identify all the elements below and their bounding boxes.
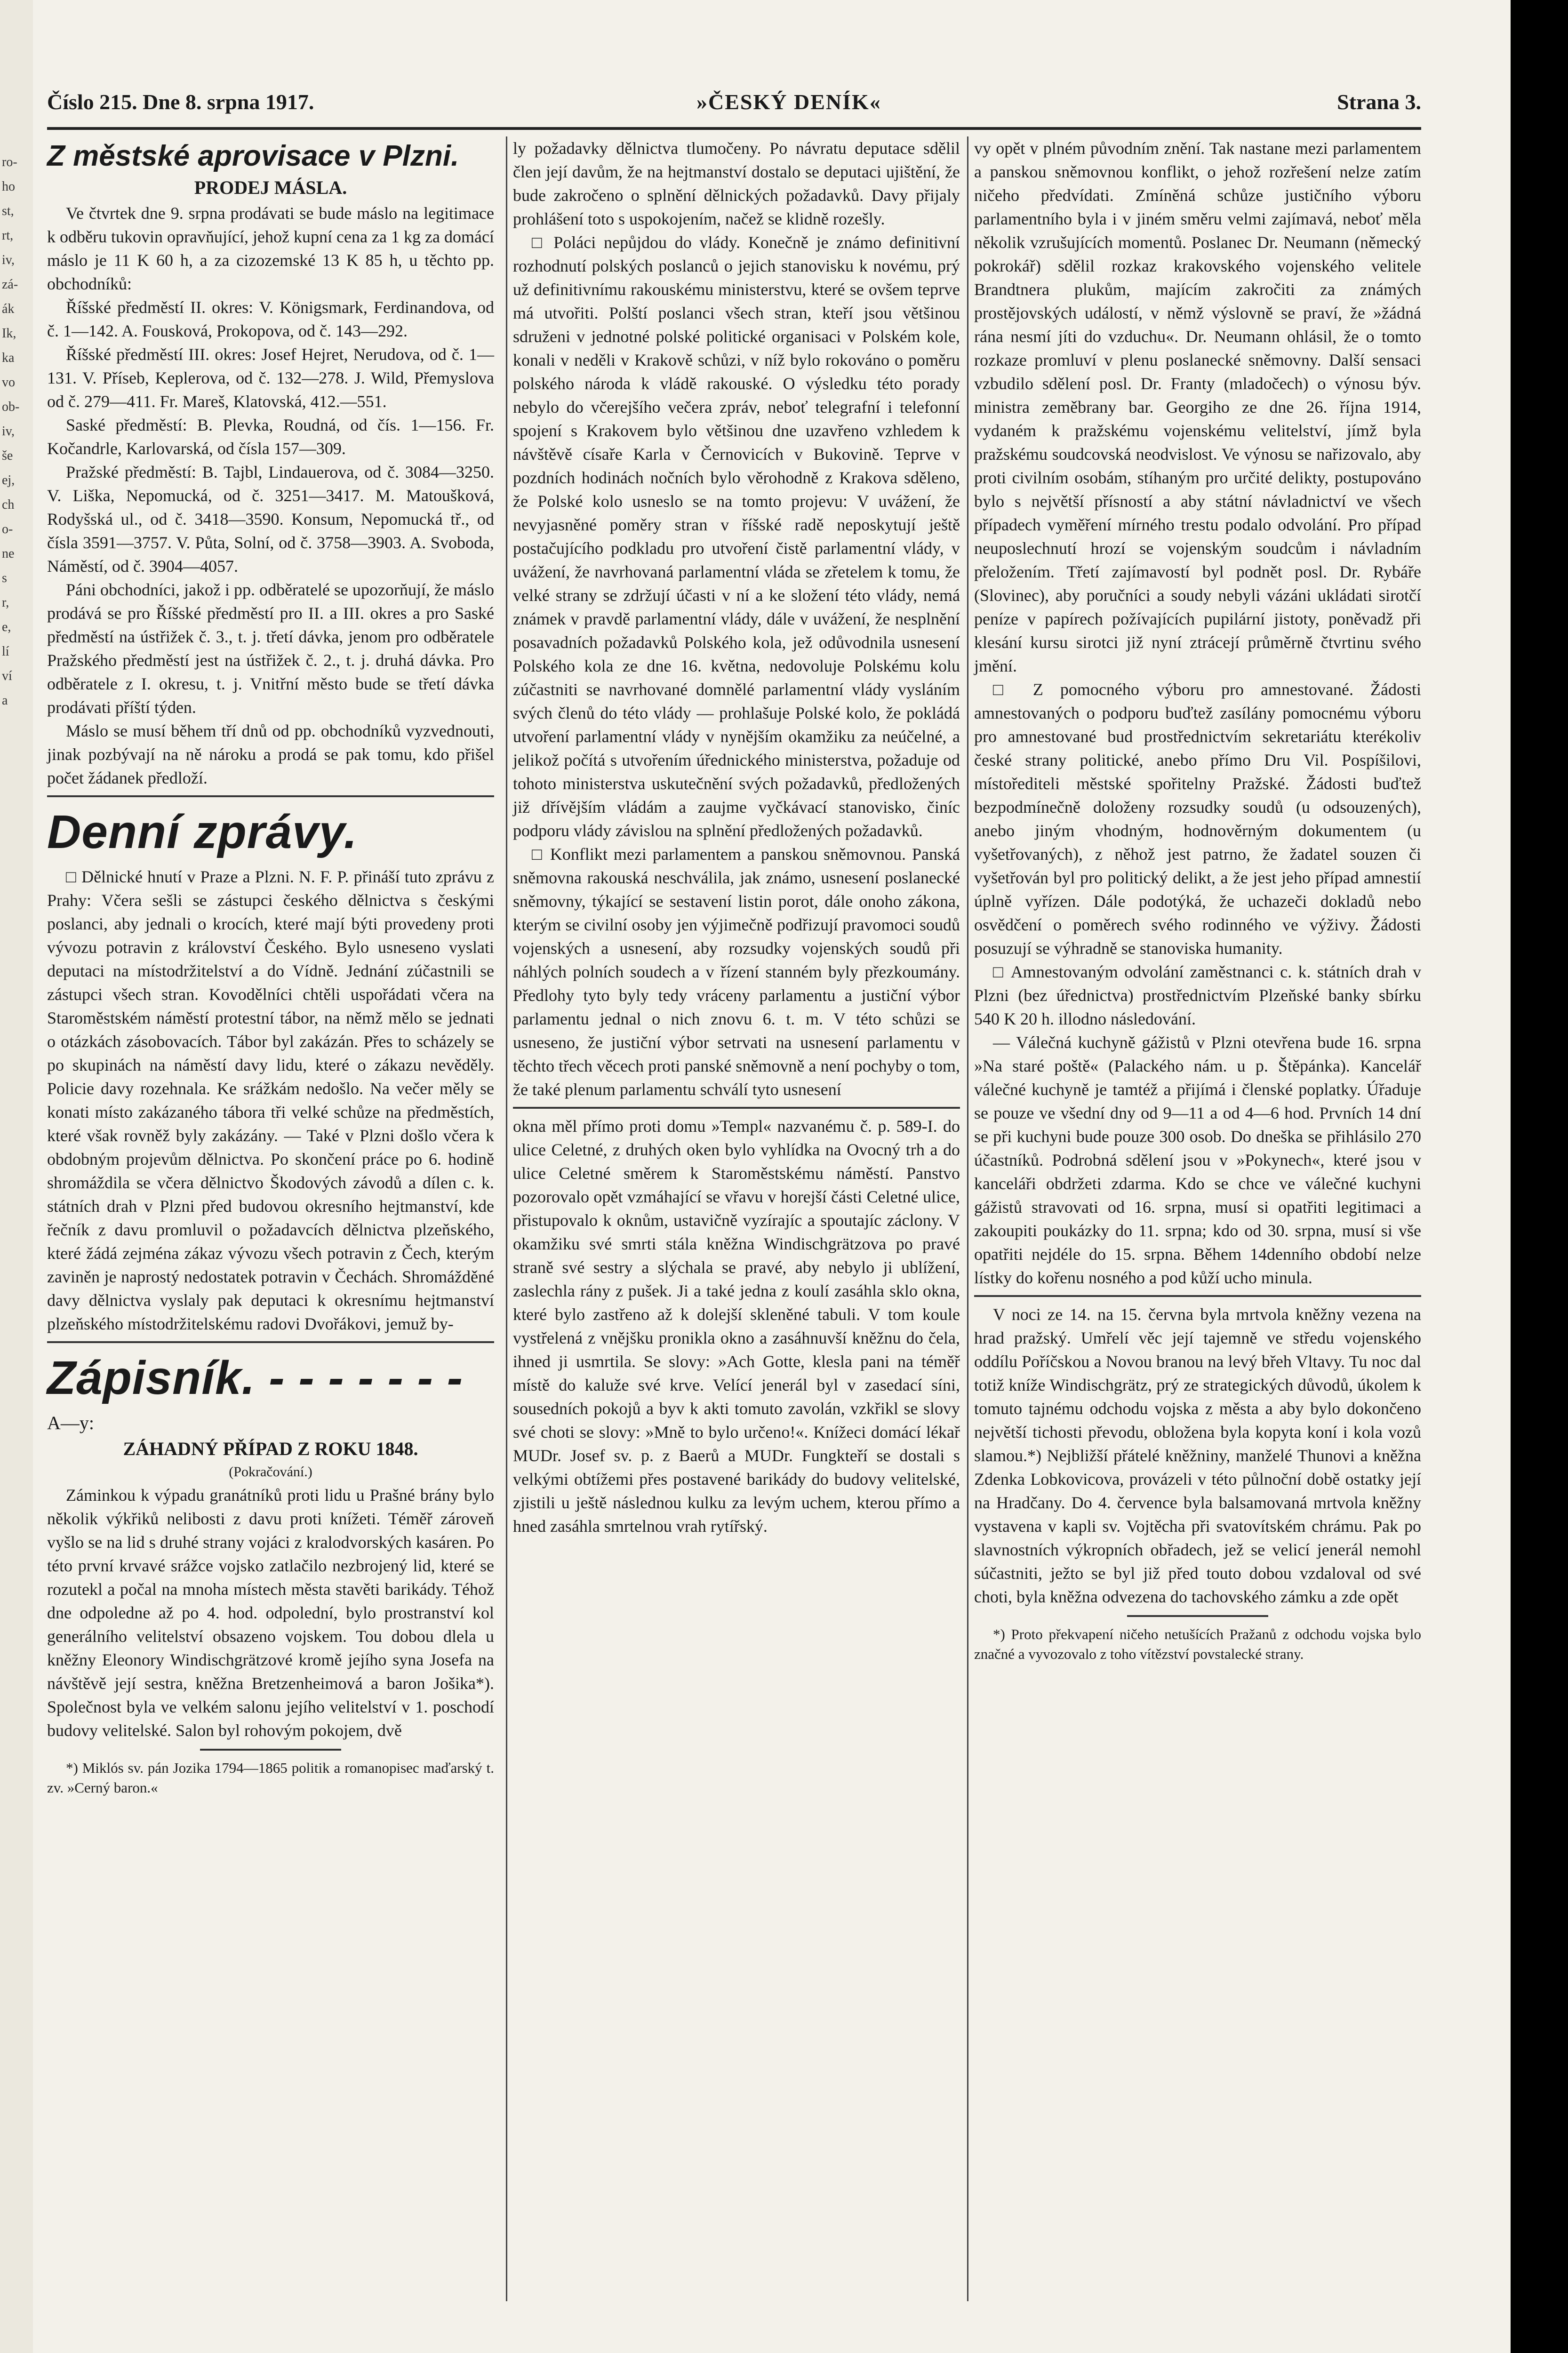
adjacent-page-fragment: lí — [2, 644, 9, 659]
newspaper-page — [33, 0, 1511, 2353]
article-paragraph: □ Amnestovaným odvolání zaměstnanci c. k. státních drah v Plzni (bez úřednictva) prostřednictvím Plzeňské banky sbírku 540 K 20 h. illodno následování. — [974, 962, 1421, 1028]
article-paragraph: — Válečná kuchyně gážistů v Plzni otevřena bude 16. srpna »Na staré poště« (Palackého nám. u p. Štěpánka). Kancelář válečné kuchyně je tamtéž a přijímá i členské poplatky. Úřaduje se pouze ve všední dny od 9—11 a od 4—6 hod. Prvních 14 dní se při kuchyni bude pouze 300 osob. Do dneška se přihlásilo 270 účastníků. Podrobná sdělení jsou v »Pokynech«, které jsou v kanceláři obdržeti zdarma. Kdo se chce ve válečné kuchyni gážistů stravovati od 16. srpna, musí si opatřiti legitimaci a zakoupiti poukázky do 11. srpna; kdo od 30. srpna, musí si vše opatřiti nejdéle do 15. srpna. Během 14denního období nelze lístky do kořenu nosného a pod kůží ucho minula. — [974, 1033, 1421, 1287]
adjacent-page-fragment: Ik, — [2, 326, 16, 341]
article-paragraph: □ Konflikt mezi parlamentem a panskou sněmovnou. Panská sněmovna rakouská neschválila, jak známo, usnesení poslanecké sněmovny, týkající se sestavení listin porot, dále onoho zákona, kterým se civilní osoby jen výjimečně podřizují pravomoci soudů vojenských a usnesení, aby rozsudky vojenských soudů při náhlých polních soudech a v řízení stanném byly přezkoumány. Předlohy tyto byly tedy vráceny parlamentu a justiční výbor parlamentu jednal o nich znovu 6. t. m. V této schůzi se usneseno, že justiční výbor setrvati na usnesení parlamentu v těchto třech věcech proti panské sněmovně a není pochyby o tom, že také plenum parlamentu schválí tyto usnesení — [513, 845, 960, 1099]
section-heading-denni-zpravy: Denní zprávy. — [47, 806, 358, 858]
section-heading-zapisnik: Zápisník. - - - - - - - — [47, 1352, 464, 1404]
footnote-rule — [200, 1749, 341, 1751]
column-divider — [506, 136, 507, 2301]
article-paragraph: vy opět v plném původním znění. Tak nastane mezi parlamentem a panskou sněmovnou konflikt, o jehož rozřešení nelze zatím ničeho předvídati. Zmíněná schůze justičního výboru parlamentního byla i v jiném směru velmi zajímavá, neboť měla několik vzrušujících momentů. Poslanec Dr. Neumann (německý pokrokář) sdělil rozkaz krakovského vojenského velitele Brandtnera plukům, majícím zakročiti za známých prostějovských událostí, v němž výslovně se praví, že »žádná rána nesmí jíti do vzduchu«. Dr. Neumann ohlásil, že o tomto rozkaze promluví v plenu poslanecké sněmovny. Další sensaci vzbudilo sdělení posl. Dr. Franty (mladočech) o výnosu býv. ministra zeměbrany bar. Georgiho ze dne 26. října 1914, vydaném k pražskému vojenskému velitelství, jímž byla pražskému soudcovská neodvislost. Ve výnosu se nařizovalo, aby proti civilním osobám, stíhaným pro určité delikty, postupováno bylo s největší přísností a aby státní návladnictví ve všech případech vyměření mírného trestu podalo odvolání. Pro případ neuposlechnutí hrozí se vojenským soudcům i návladním přeložením. Třetí zajímavostí byl podnět posl. Dr. Rybáře (Slovinec), aby poručníci a soudy nebyli vázáni ukládati sirotčí peníze v papírech požívajících pupilární jistoty, poněvadž při klesání kursu sirotci již nyní ztrácejí průměrně čtvrtinu svého jmění. — [974, 139, 1421, 675]
newspaper-title: »ČESKÝ DENÍK« — [696, 90, 881, 114]
issue-date: Číslo 215. Dne 8. srpna 1917. — [47, 90, 314, 114]
adjacent-page-fragment: ob- — [2, 400, 20, 414]
adjacent-page-fragment: ka — [2, 351, 15, 365]
adjacent-page-fragment: ák — [2, 302, 15, 316]
article-subheading: PRODEJ MÁSLA. — [194, 177, 347, 198]
section-rule — [47, 1341, 494, 1343]
article-paragraph: □ Poláci nepůjdou do vlády. Konečně je známo definitivní rozhodnutí polských poslanců o jejich stanovisku k novému, prý už definitivnímu rakouskému ministerstvu, které se ovšem teprve má utvořiti. Polští poslanci všech stran, kteří jsou většinou sdruženi v jednotné polské politické organisaci v Polském kole, konali v neděli v Krakově schůzi, v níž bylo rokováno o poměru polského národa k vládě rakouské. O výsledku této porady nebylo do včerejšího večera zpráv, neboť telegrafní i telefonní spojení s Krakovem bylo většinou dne uzavřeno vzhledem k návštěvě císaře Karla v Černovicích v Bukovině. Teprve v pozdních hodinách nočních bylo věrohodně z Krakova sděleno, že Polské kolo usneslo se na tomto projevu: V uvážení, že nevyjasněné poměry stran v říšské radě neposkytují ještě postačujícího podkladu pro utvoření čistě parlamentní vlády, v uvážení, že navrhovaná parlamentní vláda se zřetelem k tomu, že velké strany se zdržují účasti v ní a ke složení této vlády, nemá známek v pravdě parlamentní vlády, dále v uvážení, že nesplnění posavadních požadavků Polského kola, jež odůvodnila usnesení Polského kola ze dne 16. května, nedovoluje Polskému kolu zúčastniti se navrhované domnělé parlamentní vlády vysláním svých členů do této vlády — prohlašuje Polské kolo, že pokládá utvoření parlamentní vlády v nynějším okamžiku za neúčelné, a jelikož počítá s utvořením úřednického ministerstva, požaduje od tohoto ministerstva uskutečnění svých požadavků, předložených již dřívějším vládám a zaujme vyčkávací stanovisko, činíc podporu vlády závislou na splnění předložených požadavků. — [513, 233, 960, 840]
page-number: Strana 3. — [1337, 90, 1421, 114]
column-2 — [513, 136, 960, 1538]
column-divider — [967, 136, 968, 2301]
article-paragraph: Ve čtvrtek dne 9. srpna prodávati se bude máslo na legitimace k odběru tukovin opravňující, jehož kupní cena za 1 kg za domácí máslo je 11 K 60 h, a za cizozemské 13 K 85 h, u těchto pp. obchodníků: — [47, 204, 494, 293]
author-signature: A—y: — [47, 1412, 94, 1433]
adjacent-page-fragment: s — [2, 571, 7, 585]
section-rule — [47, 795, 494, 797]
adjacent-page-fragment: ej, — [2, 473, 15, 488]
adjacent-page-fragment: e, — [2, 620, 11, 634]
adjacent-page-fragment: o- — [2, 522, 13, 536]
article-paragraph: □ Dělnické hnutí v Praze a Plzni. N. F. P. přináší tuto zprávu z Prahy: Včera sešli se zástupci českého dělnictva s českými poslanci, aby jednali o krocích, které mají býti provedeny proti vývozu potravin z království Českého. Bylo usneseno vyslati deputaci na místodržitelství a do Vídně. Jednání zúčastnili se zástupci všech stran. Kovodělníci chtěli uspořádati včera na Staroměstském náměstí protestní tábor, na němž mělo se jednati o otázkách zásobovacích. Tábor byl zakázán. Přes to scházely se po skupinách na náměstí davy lidu, které o zákazu nevěděly. Policie davy rozehnala. Ke srážkám nedošlo. Na večer měly se konati místo zakázaného tábora tři velké schůze na předměstích, které však rovněž byly zakázány. — Také v Plzni došlo včera k obdobným projevům dělnictva. Po skončení práce po 6. hodině shromáždila se včera dělnictvo Škodových závodů a dílen c. k. státních drah v Plzni před budovou okresního hejtmanství, kde řečník z davu promluvil o požadavcích dělnictva plzeňského, které žádá zejména zákaz vývozu všech potravin z Čech, kterým zaviněn je naprostý nedostatek potravin v Čechách. Shromážděné davy dělnictva vyslaly pak deputaci k okresnímu hejtmanství plzeňského místodržitelskému radovi Dvořákovi, jemuž by- — [47, 867, 494, 1333]
adjacent-page-strip — [0, 0, 33, 2353]
article-paragraph: Říšské předměstí II. okres: V. Königsmark, Ferdinandova, od č. 1—142. A. Fousková, Prokopova, od č. 143—292. — [47, 298, 494, 340]
adjacent-page-fragment: r, — [2, 595, 9, 610]
adjacent-page-fragment: iv, — [2, 424, 15, 439]
adjacent-page-fragment: zá- — [2, 277, 18, 292]
continuation-note: (Pokračování.) — [229, 1464, 312, 1480]
footnote: *) Proto překvapení ničeho netušících Pražanů z odchodu vojska bylo značné a vyvozovalo z toho vítězství povstalecké strany. — [974, 1626, 1421, 1662]
article-paragraph: Máslo se musí během tří dnů od pp. obchodníků vyzvednouti, jinak pozbývají na ně nároku a prodá se pak tomu, kdo přišel počet žádanek předloží. — [47, 721, 494, 787]
article-paragraph: ly požadavky dělnictva tlumočeny. Po návratu deputace sdělil člen její davům, že na hejtmanství dostalo se deputaci ujištění, že bude zakročeno o splnění dělnických požadavků. Davy přijaly prohlášení toto s uspokojením, načež se klidně rozešly. — [513, 139, 960, 228]
adjacent-page-fragment: ne — [2, 546, 15, 561]
section-rule — [974, 1295, 1421, 1297]
column-3 — [974, 136, 1421, 1664]
adjacent-page-fragment: rt, — [2, 228, 14, 243]
article-paragraph: Saské předměstí: B. Plevka, Roudná, od čís. 1—156. Fr. Kočandrle, Karlovarská, od čísla 157—309. — [47, 416, 494, 458]
section-rule — [513, 1107, 960, 1109]
masthead — [47, 85, 1421, 122]
header-rule — [47, 127, 1421, 130]
article-paragraph: Páni obchodníci, jakož i pp. odběratelé se upozorňují, že máslo prodává se pro Říšské předměstí pro II. a III. okres a pro Saské předměstí na ústřižek č. 3., t. j. třetí dávka, jenom pro odběratele Pražského předměstí jest na ústřižek č. 2., t. j. druhá dávka. Pro odběratele z I. okresu, t. j. Vnitřní město bude se třetí dávka prodávati příští týden. — [47, 580, 494, 717]
article-paragraph: V noci ze 14. na 15. června byla mrtvola kněžny vezena na hrad pražský. Umřelí věc její tajemně ve středu vojenského oddílu Poříčskou a Novou branou na levý břeh Vltavy. Tu noc dal totiž kníže Windischgrätz, prý ze strategických důvodů, úkolem k tomuto tajnému odchodu vojska z města a aby bylo dokončeno největší tichosti převodu, obložena byla kopyta koní i kola vozů slamou.*) Nejbližší přátelé kněžniny, manželé Thunovi a kněžna Zdenka Lobkovicova, provázeli v této půlnoční době ostatky její na Hradčany. Do 4. července byla balsamovaná mrtvola kněžny vystavena v kapli sv. Vojtěcha při svatovítském chrámu. Pak po slavnostních výkropních obřadech, jež se velicí jenerál nemohl súčastniti, ježto se byl již před touto dobou vzdaloval od své choti, byla kněžna odvezena do tachovského zámku a zde opět — [974, 1305, 1421, 1606]
article-paragraph: Záminkou k výpadu granátníků proti lidu u Prašné brány bylo několik výkřiků nelibosti z davu proti knížeti. Téměř zároveň vyšlo se na lid s druhé strany vojáci z kralodvorských kasáren. Po této první krvavé srážce vojsko zatlačilo nezbrojený lid, které se rozutekl a počal na mnoha místech města stavěti barikády. Téhož dne odpoledne až po 4. hod. odpolední, bylo prostranství kol generálního velitelství obsazeno vojskem. Tou dobou dlela u kněžny Eleonory Windischgrätzové kromě jejího syna Josefa na návštěvě její sestra, kněžna Bretzenheimová a baron Jošika*). Společnost byla ve velkém salonu jejího velitelství v 1. poschodí budovy velitelské. Salon byl rohovým pokojem, dvě — [47, 1486, 494, 1740]
article-paragraph: □ Z pomocného výboru pro amnestované. Žádosti amnestovaných o podporu buďtež zasílány pomocnému výboru pro amnestované bud prostřednictvím sekretariátu kterékoliv české strany politické, anebo přímo Dru Vil. Pospíšilovi, místořediteli městské spořitelny Pražské. Žádosti buďtež bezpodmínečně doloženy rozsudky soudů (u odsouzených), anebo jiným vhodným, hodnověrným dokumentem (u vyšetřovaných), z něhož jest patrno, že žadatel souzen či vyšetřován byl pro politický delikt, a že jest jeho případ amnestií úplně vyřízen. Dále podotýká, že uchazeči dokladů nebo osvědčení o poměrech svého rodinného ve výživy. Žádosti posuzují se výhradně se stanoviska humanity. — [974, 680, 1421, 958]
adjacent-page-fragment: ví — [2, 669, 12, 683]
adjacent-page-fragment: st, — [2, 204, 14, 218]
article-paragraph: Pražské předměstí: B. Tajbl, Lindauerova, od č. 3084—3250. V. Liška, Nepomucká, od č. 3251—3417. M. Matoušková, Rodyšská ul., od č. 3418—3590. Konsum, Nepomucká tř., od čísla 3591—3757. V. Půta, Solní, od č. 3758—3903. A. Svoboda, Náměstí, od č. 3904—4057. — [47, 463, 494, 576]
adjacent-page-fragment: ro- — [2, 155, 17, 169]
adjacent-page-fragment: iv, — [2, 253, 15, 267]
footnote: *) Miklós sv. pán Jozika 1794—1865 politik a romanopisec maďarský t. zv. »Cerný baron.« — [47, 1760, 494, 1796]
footnote-rule — [1127, 1615, 1268, 1617]
adjacent-page-fragment: ch — [2, 497, 15, 512]
adjacent-page-fragment: ho — [2, 179, 15, 194]
adjacent-page-fragment: še — [2, 448, 13, 463]
article-paragraph: Říšské předměstí III. okres: Josef Hejret, Nerudova, od č. 1—131. V. Příseb, Keplerova, od č. 132—278. J. Wild, Přemyslova od č. 279—411. Fr. Mareš, Klatovská, 412.—551. — [47, 345, 494, 411]
article-paragraph: okna měl přímo proti domu »Templ« nazvanému č. p. 589-I. do ulice Celetné, z druhých oken bylo vyhlídka na Ovocný trh a do ulice Celetné směrem k Staroměstskému náměstí. Panstvo pozorovalo opět vzmáhající se vřavu v horejší části Celetné ulice, přistupovalo k oknům, ustavičně vyzírajíc a spoutajíc záclony. V okamžiku své smrti stála kněžna Windischgrätzova po pravé straně své sestry a slýchala se pravé, aby nebylo ji ublížení, zaslechla rány z pušek. Ji a také jedna z koulí zasáhla sklo okna, které bylo zastřeno až k dolejší skleněné tabuli. V tom koule vystřelená z vnějšku pronikla okno a zasáhnuvší kněžnu do čela, ihned ji usmrtila. Se slovy: »Ach Gotte, klesla pani na téměř místě do kaluže své krve. Velící jenerál byl v zasedací síni, sousedních pokojů a byv k akti tomuto zavolán, vzkřikl se slovy své choti se slovy: »Mně to bylo určeno!«. Knížeci domácí lékař MUDr. Josef sv. p. z Baerů a MUDr. Fungkteří se dostali s velkými obtížemi přes postavené barikády do budovy velitelské, zjistili u ještě následnou kulku za levým uchem, kterou přímo a hned zasáhla smrtelnou vrah rytířský. — [513, 1117, 960, 1536]
article-heading-aprovisace: Z městské aprovisace v Plzni. — [47, 140, 459, 172]
column-1 — [47, 136, 494, 1798]
adjacent-page-fragment: a — [2, 693, 8, 708]
adjacent-page-fragment: vo — [2, 375, 15, 390]
feuilleton-title: ZÁHADNÝ PŘÍPAD Z ROKU 1848. — [123, 1438, 418, 1459]
